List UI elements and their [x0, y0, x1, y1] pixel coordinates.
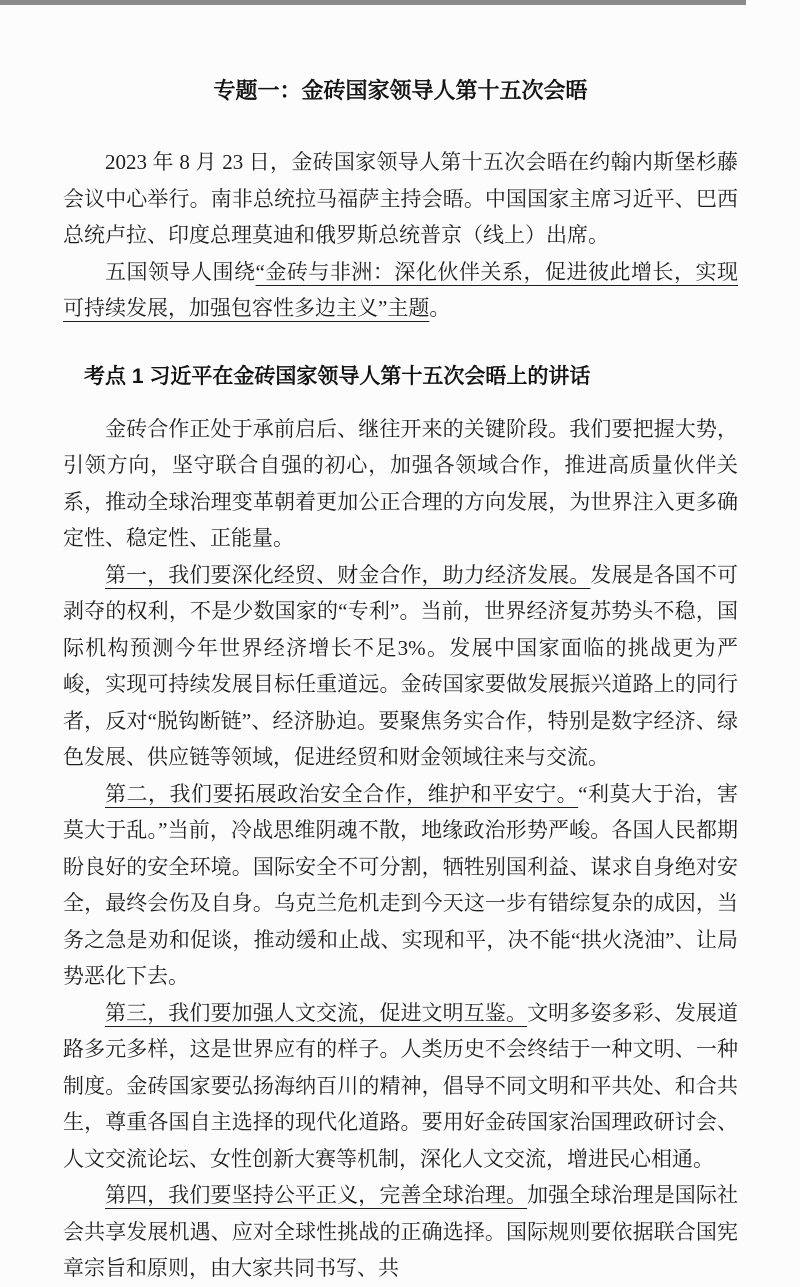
- paragraph: [63, 1177, 738, 1287]
- paragraph: [63, 995, 738, 1178]
- paragraph: [63, 557, 738, 776]
- intro-section: [63, 144, 738, 327]
- paragraph: [63, 254, 738, 327]
- text-run: 加强全球治理是国际社会共享发展机遇、应对全球性挑战的正确选择。国际规则要依据联合国宪章宗旨和原则，由大家共同书写、共: [63, 1183, 739, 1280]
- scan-edge-bar: [0, 0, 746, 5]
- text-run: 2023 年 8 月 23 日，金砖国家领导人第十五次会晤在约翰内斯堡杉藤会议中心举行。南非总统拉马福萨主持会晤。中国国家主席习近平、巴西总统卢拉、印度总理莫迪和俄罗斯总统普京（线上）出席。: [63, 150, 738, 247]
- text-run: 金砖合作正处于承前启后、继往开来的关键阶段。我们要把握大势，引领方向，坚守联合自强的初心，加强各领域合作，推进高质量伙伴关系，推动全球治理变革朝着更加公正合理的方向发展，为世界注入更多确定性、稳定性、正能量。: [63, 416, 738, 550]
- underlined-text: “金砖与非洲：深化伙伴关系，促进彼此增长，实现可持续发展，加强包容性多边主义”主题: [63, 259, 738, 320]
- text-run: 文明多姿多彩、发展道路多元多样，这是世界应有的样子。人类历史不会终结于一种文明、一种制度。金砖国家要弘扬海纳百川的精神，倡导不同文明和平共处、和合共生，尊重各国自主选择的现代化道路。要用好金砖国家治国理政研讨会、人文交流论坛、女性创新大赛等机制，深化人文交流，增进民心相通。: [63, 1000, 739, 1171]
- section-body: [63, 411, 738, 1287]
- text-run: 五国领导人围绕: [105, 259, 256, 284]
- underlined-text: 第一，我们要深化经贸、财金合作，助力经济发展。: [105, 562, 591, 587]
- paragraph: [63, 144, 738, 254]
- underlined-text: 第三，我们要加强人文交流，促进文明互鉴。: [105, 1000, 528, 1025]
- text-run: 。: [429, 296, 451, 320]
- text-run: “利莫大于治，害莫大于乱。”当前，冷战思维阴魂不散，地缘政治形势严峻。各国人民都期盼良好的安全环境。国际安全不可分割，牺牲别国利益、谋求自身绝对安全，最终会伤及自身。乌克兰危机走到今天这一步有错综复杂的成因，当务之急是劝和促谈，推动缓和止战、实现和平，决不能“拱火浇油”、让局势恶化下去。: [63, 781, 739, 988]
- paragraph: [63, 411, 738, 557]
- underlined-text: 第二，我们要拓展政治安全合作，维护和平安宁。: [105, 781, 579, 806]
- section-heading: 考点 1 习近平在金砖国家领导人第十五次会晤上的讲话: [84, 364, 591, 388]
- document-title: 专题一：金砖国家领导人第十五次会晤: [213, 78, 588, 103]
- text-run: 发展是各国不可剥夺的权利，不是少数国家的“专利”。当前，世界经济复苏势头不稳，国际机构预测今年世界经济增长不足3%。发展中国家面临的挑战更为严峻，实现可持续发展目标任重道远。金砖国家要做发展振兴道路上的同行者，反对“脱钩断链”、经济胁迫。要聚焦务实合作，特别是数字经济、绿色发展、供应链等领域，促进经贸和财金领域往来与交流。: [63, 562, 739, 769]
- underlined-text: 第四，我们要坚持公平正义，完善全球治理。: [105, 1183, 528, 1207]
- paragraph: [63, 776, 738, 995]
